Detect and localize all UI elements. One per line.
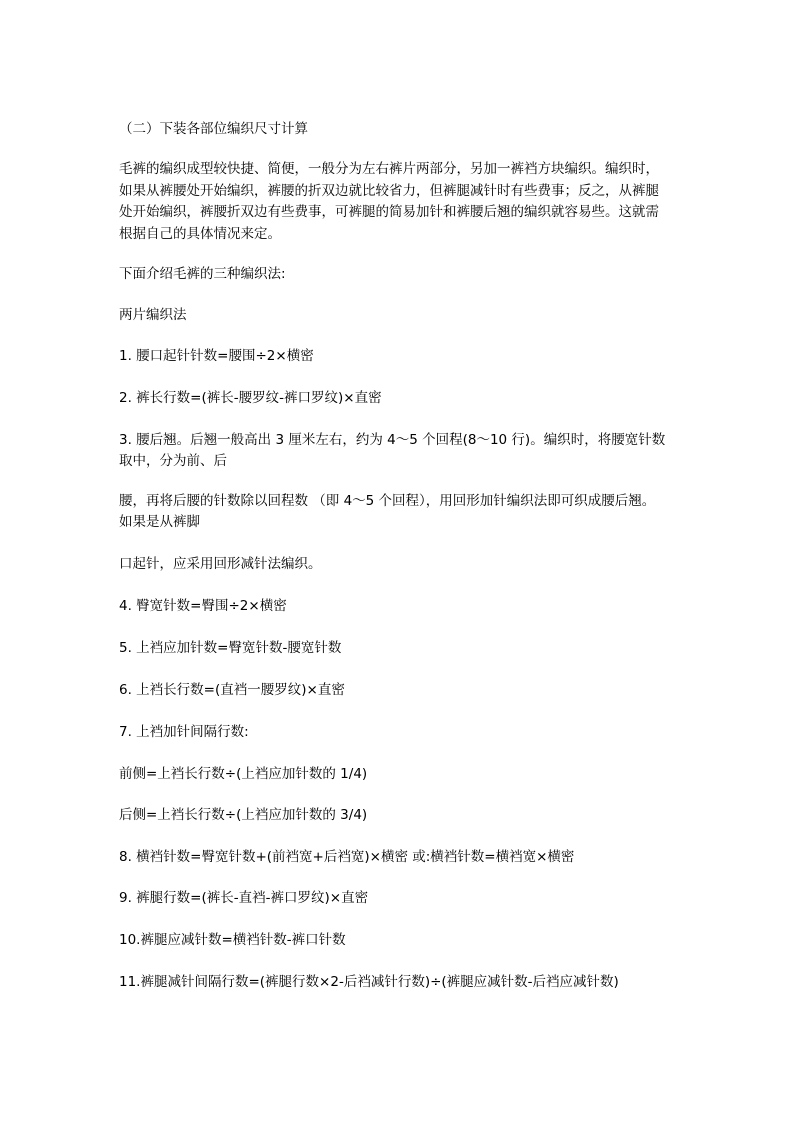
step-3-line-3: 腰，再将后腰的针数除以回程数 （即 4～5 个回程），用回形加针编织法即可织成腰后翘。 bbox=[119, 493, 656, 509]
intro-line-2: 如果从裤腰处开始编织，裤腰的折双边就比较省力，但裤腿减针时有些费事；反之，从裤腿 bbox=[119, 182, 659, 199]
step-3-line-5: 口起针，应采用回形减针法编织。 bbox=[119, 556, 322, 572]
step-6: 6. 上裆长行数=(直裆一腰罗纹)×直密 bbox=[119, 682, 345, 698]
step-7-front: 前侧=上裆长行数÷(上裆应加针数的 1/4) bbox=[119, 766, 368, 782]
section-heading: （二）下装各部位编织尺寸计算 bbox=[119, 121, 308, 137]
step-7-back: 后侧=上裆长行数÷(上裆应加针数的 3/4) bbox=[119, 807, 368, 823]
intro-line-4: 根据自己的具体情况来定。 bbox=[119, 225, 281, 242]
step-8: 8. 横裆针数=臀宽针数+(前裆宽+后裆宽)×横密 或:横裆针数=横裆宽×横密 bbox=[119, 849, 575, 865]
step-4: 4. 臀宽针数=臀围÷2×横密 bbox=[119, 598, 287, 614]
step-9: 9. 裤腿行数=(裤长-直裆-裤口罗纹)×直密 bbox=[119, 890, 369, 906]
method-title: 两片编织法 bbox=[119, 307, 187, 323]
step-2: 2. 裤长行数=(裤长-腰罗纹-裤口罗纹)×直密 bbox=[119, 390, 382, 406]
intro-line-1: 毛裤的编织成型较快捷、简便，一般分为左右裤片两部分，另加一裤裆方块编织。编织时， bbox=[119, 161, 659, 177]
intro-line-3: 处开始编织，裤腰折双边有些费事，可裤腿的简易加针和裤腰后翘的编织就容易些。这就需 bbox=[119, 204, 659, 220]
step-11: 11.裤腿减针间隔行数=(裤腿行数×2-后裆减针行数)÷(裤腿应减针数-后裆应减针数) bbox=[119, 974, 619, 990]
step-7: 7. 上裆加针间隔行数: bbox=[119, 724, 249, 740]
step-5: 5. 上裆应加针数=臀宽针数-腰宽针数 bbox=[119, 640, 342, 656]
step-3-line-4: 如果是从裤脚 bbox=[119, 514, 200, 530]
step-10: 10.裤腿应减针数=横裆针数-裤口针数 bbox=[119, 932, 346, 948]
step-1: 1. 腰口起针针数=腰围÷2×横密 bbox=[119, 348, 314, 364]
step-3-line-2: 取中，分为前、后 bbox=[119, 453, 227, 469]
intro-paragraph bbox=[119, 159, 684, 245]
step-3-line-1: 3. 腰后翘。后翘一般高出 3 厘米左右，约为 4～5 个回程(8～10 行)。编织时，将腰宽针数 bbox=[119, 432, 666, 448]
methods-intro: 下面介绍毛裤的三种编织法: bbox=[119, 266, 286, 282]
